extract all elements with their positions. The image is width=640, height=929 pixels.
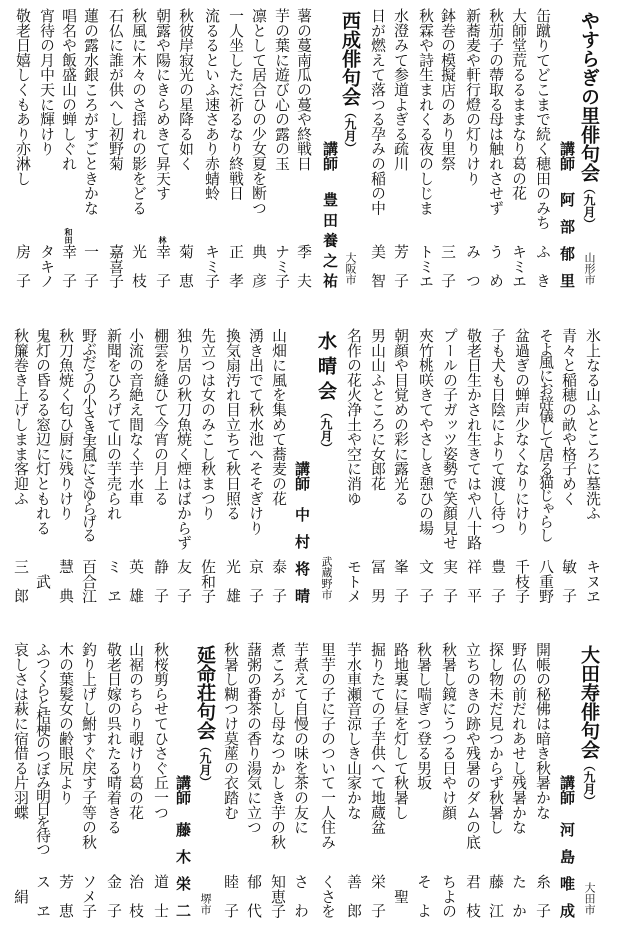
teacher-column (171, 642, 195, 920)
haiku-text: 鉢巻の模擬店のあり里祭 (439, 8, 456, 171)
haiku-text: 湧き出でて秋水池へそそぎけり (247, 328, 264, 536)
haiku-author: 泰子 (270, 559, 287, 603)
haiku-author: 美智 (369, 244, 386, 288)
haiku-text: 子も犬も日陰によりて渡し待つ (489, 328, 506, 536)
haiku-author: 三郎 (12, 559, 29, 603)
society-title: 水晴会 (315, 331, 337, 406)
haiku-author: ソメ子 (80, 874, 97, 919)
haiku-text: 盆過ぎの蝉声少なくなりにけり (513, 328, 530, 536)
haiku-text: 芋の葉に遊び心の露の玉 (273, 8, 290, 171)
haiku-entry (509, 328, 533, 605)
haiku-entry (148, 328, 172, 605)
haiku-author: スヱ (34, 874, 51, 918)
teacher-name: 豊田養之祐 (321, 192, 339, 288)
haiku-author: 光枝 (130, 244, 147, 288)
haiku-author: 文子 (417, 559, 434, 603)
haiku-author: 金子 (105, 874, 122, 918)
haiku-text: 換気扇汚れ目立ちて秋日照る (224, 328, 241, 521)
haiku-entry (243, 328, 267, 605)
haiku-text: 秋簾巻き上げしまま客迎ふ (12, 328, 29, 506)
haiku-entry (483, 642, 507, 920)
author-surname: 林 (158, 236, 167, 244)
teacher-label: 講師 (174, 775, 192, 805)
haiku-author: 幸子 (154, 244, 171, 288)
haiku-entry (365, 328, 389, 605)
teacher-name: 阿部郁里 (558, 192, 576, 288)
teacher-label: 講師 (293, 461, 311, 491)
haiku-author: 英雄 (127, 559, 144, 603)
haiku-author: 聖 (392, 888, 409, 904)
haiku-text: 先立つは女のみこし秋まつり (199, 328, 216, 521)
haiku-text: 開帳の秘佛は暗き秋暑かな (534, 642, 551, 820)
haiku-text: 秋暑し喘ぎつ登る男坂 (415, 642, 432, 790)
teacher-name: 藤木栄二 (174, 822, 192, 918)
haiku-entry (148, 642, 172, 920)
haiku-author: 芳恵 (57, 874, 74, 918)
haiku-author: さわ (292, 874, 309, 918)
haiku-text: 秋刀魚焼く匂ひ厨に残りけり (57, 328, 74, 521)
haiku-text: 釣り上げし鮒すぐ戻す子等の秋 (80, 642, 97, 850)
teacher-column (290, 328, 314, 605)
haiku-text: 薯の蔓南瓜の蔓や終戦日 (295, 8, 312, 171)
haiku-text: 大師堂荒るるままなり葛の花 (510, 8, 527, 201)
haiku-text: そよ風にお辞儀して居る猫じゃらし (537, 328, 554, 541)
haiku-text: 朝露や陽にきらめきて昇天す (154, 8, 171, 201)
haiku-author: 静子 (152, 559, 169, 603)
haiku-author: 峯子 (392, 559, 409, 603)
society-month: （九月） (343, 106, 357, 154)
haiku-author: 芳子 (392, 244, 409, 288)
teacher-label: 講師 (321, 141, 339, 171)
haiku-author: 京子 (247, 559, 264, 603)
haiku-entry (288, 642, 312, 920)
haiku-entry (103, 8, 127, 290)
haiku-author: 絹 (12, 888, 29, 904)
haiku-entry (30, 642, 54, 920)
haiku-text: 蓮の露水銀ころがすごときかな (82, 8, 99, 216)
author-surname: 和田 (64, 228, 73, 244)
haiku-text: 一人坐しただ祈るなり終戦日 (227, 8, 244, 201)
haiku-text: 朝顔や目覚めの彩に露光る (392, 328, 409, 506)
haiku-entry (413, 328, 437, 605)
haiku-author: うめ (487, 244, 504, 288)
haiku-author: 千枝子 (513, 559, 530, 604)
teacher-column (555, 8, 579, 290)
society-header (314, 328, 338, 605)
haiku-text: 日が燃えて落つる孕みの稲の中 (369, 8, 386, 216)
haiku-entry (150, 8, 174, 290)
teacher-column (318, 8, 342, 290)
society-title-line (577, 11, 601, 230)
haiku-text: 哀しさは萩に宿借る片羽蝶 (12, 642, 29, 820)
haiku-entry (365, 8, 389, 290)
haiku-author: たか (510, 874, 527, 918)
haiku-entry (365, 642, 389, 920)
haiku-text: 夾竹桃咲きてやさしき憩ひの場 (417, 328, 434, 536)
haiku-author: ちよの (440, 874, 457, 919)
society-header (577, 8, 601, 290)
haiku-text: 探し物未だ見つからず秋暑し (487, 642, 504, 835)
haiku-entry (101, 642, 125, 920)
haiku-entry (388, 642, 412, 920)
society-title-line (193, 645, 217, 788)
haiku-text: 凛として居合ひの少女夏を断つ (250, 8, 267, 216)
haiku-author: みつ (464, 244, 481, 288)
haiku-text: 新聞をひろげて山の芋売られ (105, 328, 122, 521)
society-title: 西成俳句会 (339, 11, 361, 106)
haiku-entry (269, 8, 293, 290)
haiku-entry (530, 8, 554, 290)
haiku-author: そよ (415, 874, 432, 918)
haiku-entry (53, 328, 77, 605)
haiku-author: 敏子 (560, 559, 577, 603)
society-city: 大阪市 (344, 252, 357, 285)
haiku-entry (123, 328, 147, 605)
haiku-entry (485, 328, 509, 605)
haiku-entry (413, 8, 437, 290)
haiku-author: ふき (534, 244, 551, 288)
haiku-text: 秋霖や詩生まれくる夜のしじま (417, 8, 434, 216)
haiku-text: 新蕎麦や軒行燈の灯りけり (464, 8, 481, 186)
haiku-author: 郁代 (245, 874, 262, 918)
haiku-entry (388, 328, 412, 605)
haiku-entry (223, 8, 247, 290)
haiku-author: 佐和子 (199, 559, 216, 604)
haiku-entry (461, 328, 485, 605)
haiku-entry (8, 328, 32, 605)
society-month: （九月） (582, 182, 596, 230)
haiku-text: 敬老日嬉しくもあり亦淋し (14, 8, 31, 186)
haiku-entry (533, 328, 557, 605)
haiku-author: 典彦 (250, 244, 267, 288)
haiku-text: 缶蹴りてどこまで続く穂田のみち (534, 8, 551, 230)
haiku-entry (506, 642, 530, 920)
haiku-entry (78, 8, 102, 290)
haiku-entry (315, 642, 339, 920)
haiku-author: 藤江 (487, 874, 504, 918)
haiku-author: 豊子 (489, 559, 506, 603)
haiku-entry (556, 328, 580, 605)
haiku-entry (30, 328, 54, 605)
haiku-author: キミエ (510, 244, 527, 289)
haiku-entry (246, 8, 270, 290)
haiku-entry (411, 642, 435, 920)
haiku-text: 芋煮えて自慢の味を茶の友に (292, 642, 309, 835)
haiku-entry (265, 642, 289, 920)
haiku-entry (218, 642, 242, 920)
society-month: （九月） (319, 406, 333, 454)
haiku-author: 糸子 (534, 874, 551, 918)
haiku-text: 掘りたての子芋供へて地蔵盆 (369, 642, 386, 835)
society-month: （九月） (582, 759, 596, 807)
haiku-entry (483, 8, 507, 290)
haiku-entry (8, 642, 32, 920)
haiku-entry (580, 328, 604, 605)
haiku-author: 嘉喜子 (107, 244, 124, 289)
haiku-entry (291, 8, 315, 290)
society-city: 武蔵野市 (320, 556, 333, 600)
haiku-text: 敬老日生かされ生きてはや八十路 (465, 328, 482, 550)
teacher-column (555, 642, 579, 920)
haiku-author: 一子 (82, 244, 99, 288)
haiku-entry (76, 642, 100, 920)
haiku-entry (388, 8, 412, 290)
haiku-text: 芋水車瀬音涼しき山家かな (345, 642, 362, 820)
haiku-text: 鬼灯の昏るる窓辺に灯ともれる (34, 328, 51, 536)
haiku-author: 知恵子 (269, 874, 286, 919)
haiku-text: 独り居の秋刀魚焼く煙はばからず (175, 328, 192, 550)
haiku-text: 小流の音絶え間なく芋水車 (127, 328, 144, 506)
teacher-label: 講師 (558, 141, 576, 171)
haiku-entry (460, 8, 484, 290)
haiku-author: 武 (34, 573, 51, 589)
haiku-text: 男山山ふところに女郎花 (369, 328, 386, 491)
haiku-text: 秋風に木々のさ揺れの影をどる (130, 8, 147, 216)
haiku-author: 房子 (14, 244, 31, 288)
haiku-entry (241, 642, 265, 920)
haiku-author: タキノ (38, 244, 55, 289)
society-header (193, 642, 217, 920)
haiku-author: モトメ (345, 559, 362, 604)
haiku-entry (341, 328, 365, 605)
haiku-text: 藷粥の番茶の香り湯気に立つ (245, 642, 262, 835)
haiku-text: 煮ころがし母なつかしき芋の秋 (269, 642, 286, 850)
haiku-author: 冨男 (369, 559, 386, 603)
haiku-author: 慧典 (57, 559, 74, 603)
haiku-text: 里芋の子に子のついて一人住み (319, 642, 336, 850)
haiku-author: 三子 (439, 244, 456, 288)
haiku-entry (53, 642, 77, 920)
haiku-text: 山裾のちらり覗けり葛の花 (127, 642, 144, 820)
haiku-text: 棚雲を縫ひて今宵の月上る (152, 328, 169, 506)
haiku-author: ナミ子 (273, 244, 290, 289)
haiku-author: 実子 (441, 559, 458, 603)
teacher-name: 河島唯成 (558, 822, 576, 918)
haiku-text: プールの子ガッツ姿勢で笑顔見せ (441, 328, 458, 550)
haiku-text: 流るるといふ速さあり赤蜻蛉 (203, 8, 220, 201)
society-city: 堺市 (199, 893, 212, 915)
haiku-text: 野ぶだうの小さき実風にさゆらげる (80, 328, 97, 541)
haiku-entry (76, 328, 100, 605)
haiku-text: 山畑に風を集めて蕎麦の花 (270, 328, 287, 506)
haiku-entry (195, 328, 219, 605)
haiku-entry (56, 8, 80, 290)
haiku-text: 名作の花火浄土や空に消ゆ (345, 328, 362, 506)
society-city: 大田市 (583, 882, 596, 915)
society-header (577, 642, 601, 920)
haiku-entry (436, 642, 460, 920)
haiku-text: 水澄みて参道よぎる疏川 (392, 8, 409, 171)
haiku-entry (266, 328, 290, 605)
haiku-entry (437, 328, 461, 605)
haiku-text: 路地裏に昼を灯して秋暑し (392, 642, 409, 820)
society-title: やすらぎの里俳句会 (578, 11, 600, 182)
haiku-author: 君枝 (464, 874, 481, 918)
society-title-line (314, 331, 338, 454)
society-city: 山形市 (583, 252, 596, 285)
society-title: 大田寿俳句会 (578, 645, 600, 759)
haiku-author: ミヱ (105, 559, 122, 603)
haiku-text: 秋桜剪らせてひさぐ丘一つ (152, 642, 169, 820)
haiku-text: 氷上なる山ふところに墓洗ふ (584, 328, 601, 521)
haiku-author: 道士 (152, 874, 169, 918)
haiku-author: 光雄 (224, 559, 241, 603)
haiku-entry (171, 328, 195, 605)
haiku-text: 宵待の月中天に輝けり (38, 8, 55, 156)
haiku-author: 治枝 (127, 874, 144, 918)
haiku-entry (34, 8, 58, 290)
haiku-text: 唱名や飯盛山の蝉しぐれ (60, 8, 77, 171)
haiku-text: 秋暑し糊つけ莫蓙の衣踏む (222, 642, 239, 820)
haiku-author: 季夫 (295, 244, 312, 288)
haiku-author: キヌヱ (584, 559, 601, 604)
haiku-text: 石仏に誰が供へし初野菊 (107, 8, 124, 171)
haiku-text: ふつくらと桔梗のつぼみ明日を待つ (34, 642, 51, 855)
haiku-entry (173, 8, 197, 290)
haiku-author: キミ子 (203, 244, 220, 289)
haiku-entry (506, 8, 530, 290)
haiku-text: 青々と稲穂の畝や格子めく (560, 328, 577, 506)
haiku-text: 秋彼岸寂光の星降る如く (177, 8, 194, 171)
haiku-text: 秋茄子の蔕取る母は触れさせず (487, 8, 504, 216)
society-month: （九月） (198, 740, 212, 788)
haiku-entry (199, 8, 223, 290)
haiku-entry (530, 642, 554, 920)
haiku-author: トミエ (417, 244, 434, 289)
haiku-text: 木の葉髪女の齢眼尻より (57, 642, 74, 805)
haiku-author: くさを (319, 874, 336, 919)
haiku-text: 立ちのきの跡や残暑のダムの底 (464, 642, 481, 850)
society-title-line (577, 645, 601, 807)
haiku-author: 八重野 (537, 559, 554, 604)
haiku-entry (341, 642, 365, 920)
haiku-entry (460, 642, 484, 920)
haiku-author: 正孝 (227, 244, 244, 288)
haiku-entry (123, 642, 147, 920)
haiku-author: 友子 (175, 559, 192, 603)
haiku-author: 幸子 (60, 244, 77, 288)
haiku-text: 敬老日嫁の呉れたる晴着きる (105, 642, 122, 835)
society-title: 延命荘句会 (194, 645, 216, 740)
haiku-author: 百合江 (80, 559, 97, 604)
haiku-entry (126, 8, 150, 290)
haiku-author: 栄子 (369, 874, 386, 918)
haiku-author: 睦子 (222, 874, 239, 918)
teacher-label: 講師 (558, 775, 576, 805)
haiku-author: 善郎 (345, 874, 362, 918)
haiku-author: 祥平 (465, 559, 482, 603)
haiku-author: 菊恵 (177, 244, 194, 288)
haiku-text: 野仏の前だれあせし残暑かな (510, 642, 527, 835)
haiku-entry (10, 8, 34, 290)
teacher-name: 中村将晴 (293, 507, 311, 603)
haiku-entry (435, 8, 459, 290)
haiku-entry (220, 328, 244, 605)
haiku-entry (101, 328, 125, 605)
haiku-text: 秋暑し鏡にうつる日やけ顔 (440, 642, 457, 820)
